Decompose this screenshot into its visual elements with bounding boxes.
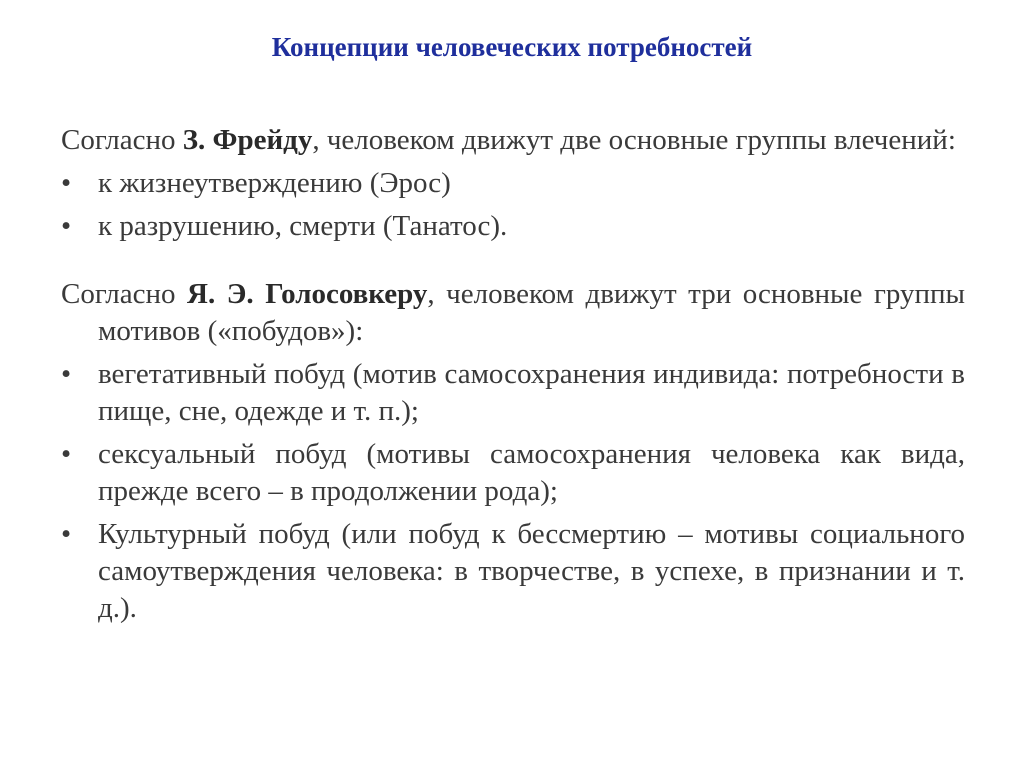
list-item	[61, 356, 965, 430]
slide-title: Концепции человеческих потребностей	[271, 32, 753, 62]
list-item-text: сексуальный побуд (мотивы самосохранения человека как вида, прежде всего – в продолжении рода);	[98, 438, 965, 507]
golosovker-prefix: Согласно	[61, 278, 188, 310]
bullet-marker: •	[61, 210, 72, 242]
golosovker-paragraph	[61, 276, 965, 350]
list-item	[61, 165, 965, 202]
list-item-text: к жизнеутверждению (Эрос)	[98, 167, 451, 199]
list-item	[61, 516, 965, 627]
freud-paragraph	[61, 122, 965, 159]
bullet-marker: •	[61, 438, 72, 470]
list-item	[61, 208, 965, 245]
freud-prefix: Согласно	[61, 124, 183, 156]
freud-bullet-list	[61, 165, 965, 245]
golosovker-name: Я. Э. Голосовкеру	[187, 278, 428, 310]
golosovker-suffix: , человеком движут три основные группы мотивов («побудов»):	[98, 278, 965, 347]
bullet-marker: •	[61, 358, 72, 390]
freud-suffix: , человеком движут две основные группы влечений:	[312, 124, 956, 156]
bullet-marker: •	[61, 518, 72, 550]
list-item	[61, 436, 965, 510]
list-item-text: вегетативный побуд (мотив самосохранения индивида: потребности в пище, сне, одежде и т. п.);	[98, 358, 965, 427]
list-item-text: Культурный побуд (или побуд к бессмертию – мотивы социального самоутверждения человека: в творчестве, в успехе, в признании и т. д.).	[98, 518, 965, 624]
bullet-marker: •	[61, 167, 72, 199]
golosovker-bullet-list	[61, 356, 965, 627]
list-item-text: к разрушению, смерти (Танатос).	[98, 210, 508, 242]
slide-content	[61, 122, 965, 627]
freud-name: З. Фрейду	[182, 124, 313, 156]
